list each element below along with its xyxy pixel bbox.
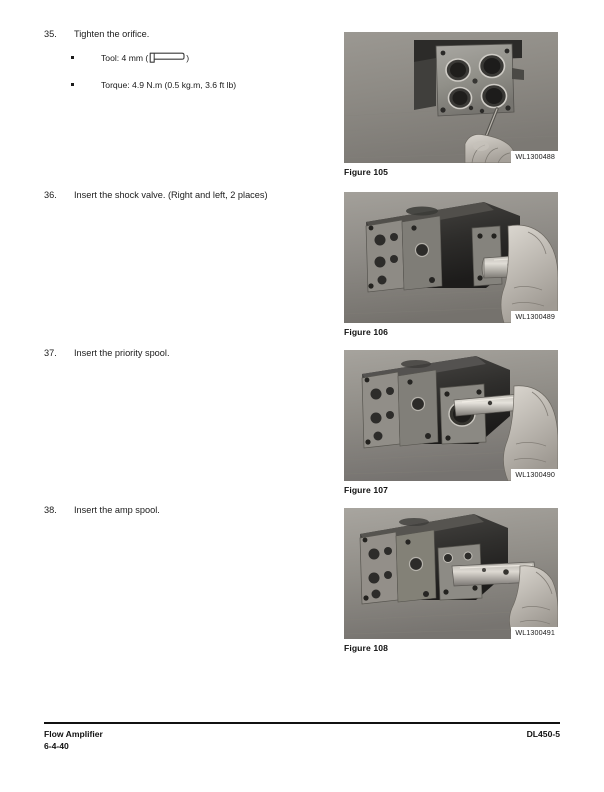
bullet-marker-icon	[71, 56, 101, 59]
figure-106	[344, 192, 558, 337]
page-footer	[44, 722, 560, 751]
photo-illustration-105	[344, 32, 558, 163]
bullet-text-prefix: Tool: 4 mm (	[101, 53, 149, 63]
step-text: Insert the priority spool.	[74, 348, 170, 358]
footer-model-number: DL450-5	[526, 729, 560, 740]
photo-illustration-108	[344, 508, 558, 639]
figure-caption: Figure 108	[344, 643, 388, 653]
bullet-marker-icon	[71, 83, 101, 86]
step-number: 38.	[44, 505, 57, 515]
hex-key-icon	[149, 52, 185, 66]
footer-document-title: Flow Amplifier	[44, 729, 103, 740]
step-text: Insert the amp spool.	[74, 505, 160, 515]
figure-105	[344, 32, 558, 177]
figure-108	[344, 508, 558, 653]
step-number: 35.	[44, 29, 57, 39]
figure-photo	[344, 508, 558, 639]
step-text: Tighten the orifice.	[74, 29, 150, 39]
figure-107	[344, 350, 558, 495]
figure-photo	[344, 350, 558, 481]
footer-page-number: 6-4-40	[44, 741, 69, 752]
figure-caption: Figure 107	[344, 485, 388, 495]
step-text: Insert the shock valve. (Right and left, 2 places)	[74, 190, 268, 200]
bullet-text-torque: Torque: 4.9 N.m (0.5 kg.m, 3.6 ft lb)	[101, 80, 237, 90]
photo-illustration-106	[344, 192, 558, 323]
figure-photo	[344, 32, 558, 163]
footer-divider	[44, 722, 560, 724]
figure-watermark: WL1300490	[511, 469, 558, 481]
figure-caption: Figure 105	[344, 167, 388, 177]
photo-illustration-107	[344, 350, 558, 481]
figure-caption: Figure 106	[344, 327, 388, 337]
figure-watermark: WL1300491	[511, 627, 558, 639]
step-number: 36.	[44, 190, 57, 200]
figure-watermark: WL1300488	[511, 151, 558, 163]
bullet-text-suffix: )	[186, 53, 190, 63]
figure-watermark: WL1300489	[511, 311, 558, 323]
step-number: 37.	[44, 348, 57, 358]
figure-photo	[344, 192, 558, 323]
